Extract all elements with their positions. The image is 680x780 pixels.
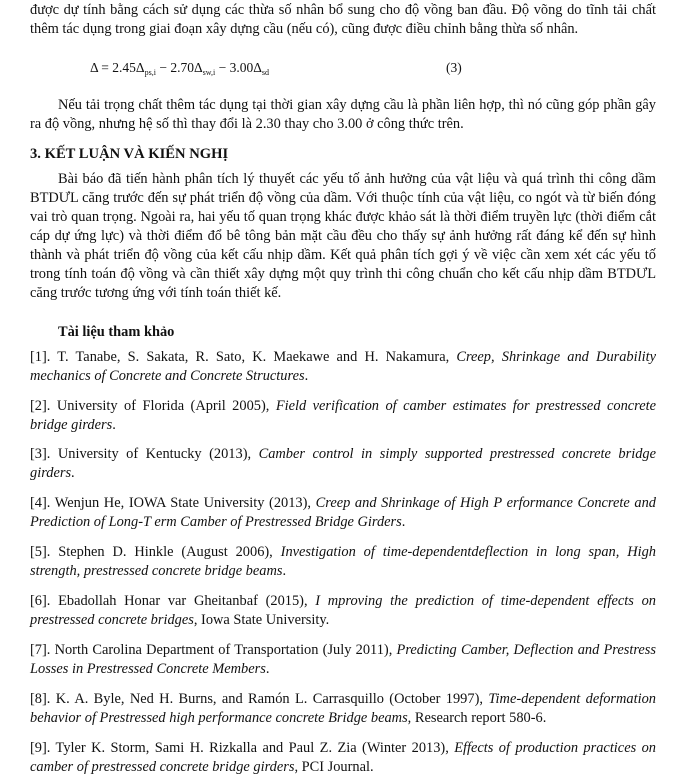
reference-item: [1]. T. Tanabe, S. Sakata, R. Sato, K. Maekawe and H. Nakamura, Creep, Shrinkage and Durability mechanics of Concrete and Concrete Structures. xyxy=(30,349,657,384)
equation-formula: $\Delta = 2.45\Delta_{ps,i} - 2.70\Delta_{sw,i} - 3.00\Delta_{sd}$ xyxy=(90,60,270,77)
reference-item: [9]. Tyler K. Storm, Sami H. Rizkalla and Paul Z. Zia (Winter 2013), Effects of production practices on camber of prestressed concrete bridge girders, PCI Journal. xyxy=(30,740,656,775)
reference-item: [6]. Ebadollah Honar var Gheitanbaf (2015), I mproving the prediction of time-dependent effects on prestressed concrete bridges, Iowa State University. xyxy=(30,593,656,628)
paragraph-composite-load: Nếu tải trọng chất thêm tác dụng tại thời gian xây dựng cầu là phần liên hợp, thì nó cũng góp phần gây ra độ vồng, nhưng hệ số thì thay đổi là 2.30 thay cho 3.00 ở công thức trên. xyxy=(30,97,656,132)
reference-item: [4]. Wenjun He, IOWA State University (2013), Creep and Shrinkage of High P erformance Concrete and Prediction of Long-T erm Camber of Prestressed Bridge Girders. xyxy=(30,495,657,530)
references-title: Tài liệu tham khảo xyxy=(58,324,175,340)
reference-item: [2]. University of Florida (April 2005), Field verification of camber estimates for prestressed concrete bridge girders. xyxy=(30,398,656,433)
reference-item: [5]. Stephen D. Hinkle (August 2006), Investigation of time-dependentdeflection in long span, High strength, prestressed concrete bridge beams. xyxy=(30,544,656,579)
equation-3 xyxy=(90,60,480,82)
reference-item: [3]. University of Kentucky (2013), Camber control in simply supported prestressed concrete bridge girders. xyxy=(30,446,657,481)
paragraph-camber-multipliers: được dự tính bằng cách sử dụng các thừa số nhân bổ sung cho độ vồng ban đầu. Độ võng do tĩnh tải chất thêm tác dụng trong giai đoạn xây dựng cầu (nếu có), cũng được điều chỉnh bằng thừa số nhân. xyxy=(30,2,656,37)
reference-item: [8]. K. A. Byle, Ned H. Burns, and Ramón L. Carrasquillo (October 1997), Time-dependent deformation behavior of Prestressed high performance concrete Bridge beams, Research report 580-6. xyxy=(30,691,656,726)
reference-item: [7]. North Carolina Department of Transportation (July 2011), Predicting Camber, Deflection and Prestress Losses in Prestressed Concrete Members. xyxy=(30,642,656,677)
section-heading-conclusion: 3. KẾT LUẬN VÀ KIẾN NGHỊ xyxy=(30,146,229,162)
equation-number: (3) xyxy=(446,60,462,75)
paragraph-conclusion: Bài báo đã tiến hành phân tích lý thuyết các yếu tố ảnh hưởng của vật liệu và quá trình thi công dầm BTDƯL căng trước đến sự phát triển độ vồng của dầm. Với thuộc tính của vật liệu, co ngót và từ biến đóng vai trò quan trọng. Ngoài ra, hai yếu tố quan trọng khác được khảo sát là thời điểm truyền lực (thời điểm cắt cáp dự ứng lực) và thời điểm đổ bê tông bản mặt cầu đều cho thấy sự ảnh hưởng rất đáng kể đến sự hình thành và phát triển độ vồng của kết cấu nhịp dầm. Kết quả phân tích gợi ý về việc cần xem xét các yếu tố trong tính toán độ vồng và cần thiết xây dựng một quy trình thi công chuẩn cho kết cấu nhịp dầm BTDƯL căng trước tương ứng với tính toán thiết kế. xyxy=(30,171,656,301)
